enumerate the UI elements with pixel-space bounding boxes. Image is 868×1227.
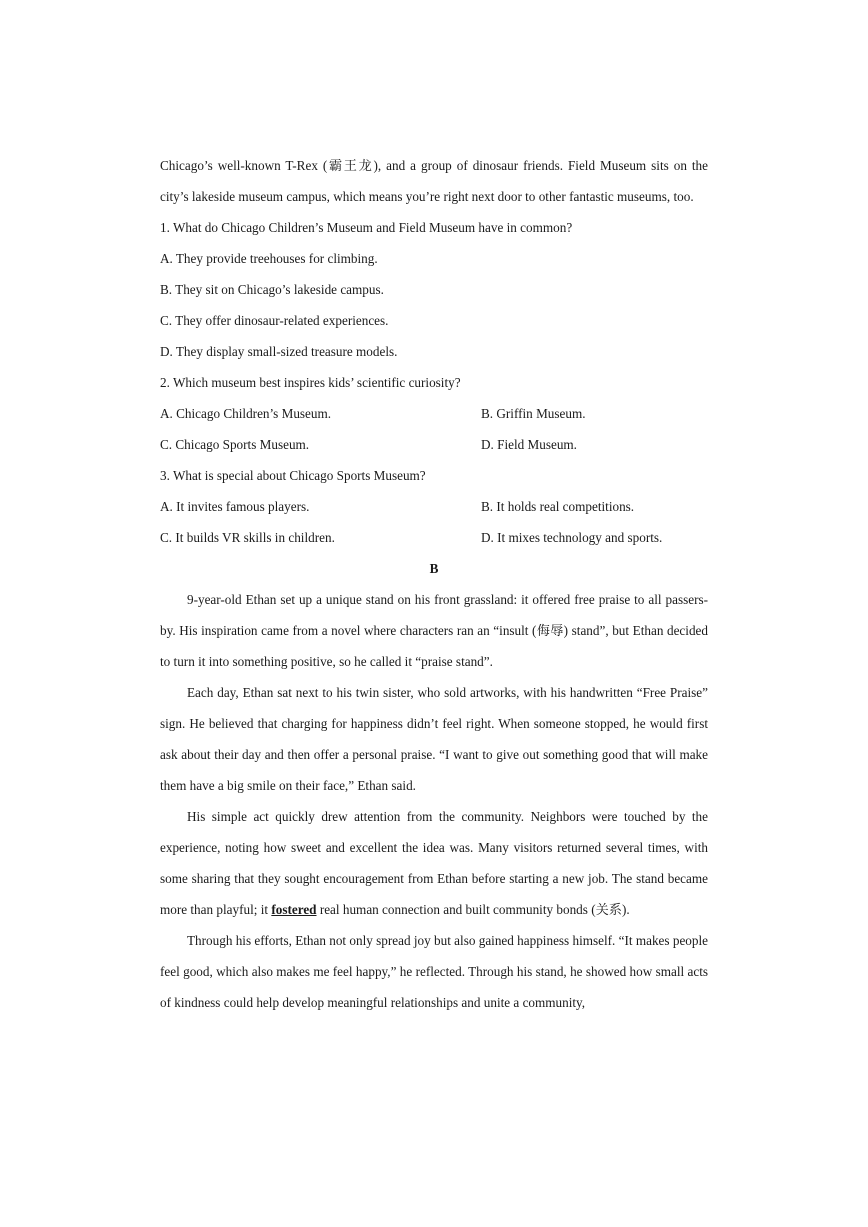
- question-3-option-d: D. It mixes technology and sports.: [481, 530, 663, 545]
- question-3-options-row-2: [160, 522, 708, 553]
- section-heading: B: [429, 561, 439, 576]
- question-2-option-d: D. Field Museum.: [481, 437, 577, 452]
- question-1-stem: 1. What do Chicago Children’s Museum and Field Museum have in common?: [160, 220, 573, 235]
- question-1-option-a: A. They provide treehouses for climbing.: [160, 251, 378, 266]
- question-2-stem: 2. Which museum best inspires kids’ scientific curiosity?: [160, 375, 461, 390]
- question-3-options-row-1: [160, 491, 708, 522]
- passage-paragraph-3: [160, 801, 708, 925]
- question-2-option-c: C. Chicago Sports Museum.: [160, 437, 310, 452]
- document-page: [160, 150, 708, 1018]
- question-2-options-row-2: [160, 429, 708, 460]
- question-3: [160, 460, 708, 553]
- intro-paragraph: Chicago’s well-known T-Rex (霸王龙), and a group of dinosaur friends. Field Museum sits on the city’s lakeside museum campus, which means you’re right next door to other fantastic museums, too.: [160, 158, 708, 204]
- question-1-option-c: C. They offer dinosaur-related experiences.: [160, 313, 389, 328]
- paragraph-3-text-after: real human connection and built community bonds (关系).: [316, 902, 630, 917]
- question-1-option-b: B. They sit on Chicago’s lakeside campus.: [160, 282, 384, 297]
- keyword-fostered: fostered: [271, 902, 317, 917]
- question-1: [160, 212, 708, 367]
- question-3-stem: 3. What is special about Chicago Sports Museum?: [160, 468, 426, 483]
- question-2: [160, 367, 708, 460]
- paragraph-3-text-before: His simple act quickly drew attention from the community. Neighbors were touched by the experience, noting how sweet and excellent the idea was. Many visitors returned several times, with some sharing that they sought encouragement from Ethan before starting a new job. The stand became more than playful; it: [160, 809, 708, 917]
- question-3-option-c: C. It builds VR skills in children.: [160, 530, 335, 545]
- question-1-option-d: D. They display small-sized treasure models.: [160, 344, 398, 359]
- question-2-options-row-1: [160, 398, 708, 429]
- question-2-option-b: B. Griffin Museum.: [481, 406, 586, 421]
- passage-paragraph-4: Through his efforts, Ethan not only spread joy but also gained happiness himself. “It makes people feel good, which also makes me feel happy,” he reflected. Through his stand, he showed how small acts of kindness could help develop meaningful relationships and unite a community,: [160, 933, 708, 1010]
- passage-paragraph-2: Each day, Ethan sat next to his twin sister, who sold artworks, with his handwritten “Free Praise” sign. He believed that charging for happiness didn’t feel right. When someone stopped, he would first ask about their day and then offer a personal praise. “I want to give out something good that will make them have a big smile on their face,” Ethan said.: [160, 685, 708, 793]
- question-3-option-a: A. It invites famous players.: [160, 499, 310, 514]
- question-2-option-a: A. Chicago Children’s Museum.: [160, 406, 332, 421]
- passage-paragraph-1: 9-year-old Ethan set up a unique stand on his front grassland: it offered free praise to all passers-by. His inspiration came from a novel where characters ran an “insult (侮辱) stand”, but Ethan decided to turn it into something positive, so he called it “praise stand”.: [160, 592, 708, 669]
- question-3-option-b: B. It holds real competitions.: [481, 499, 635, 514]
